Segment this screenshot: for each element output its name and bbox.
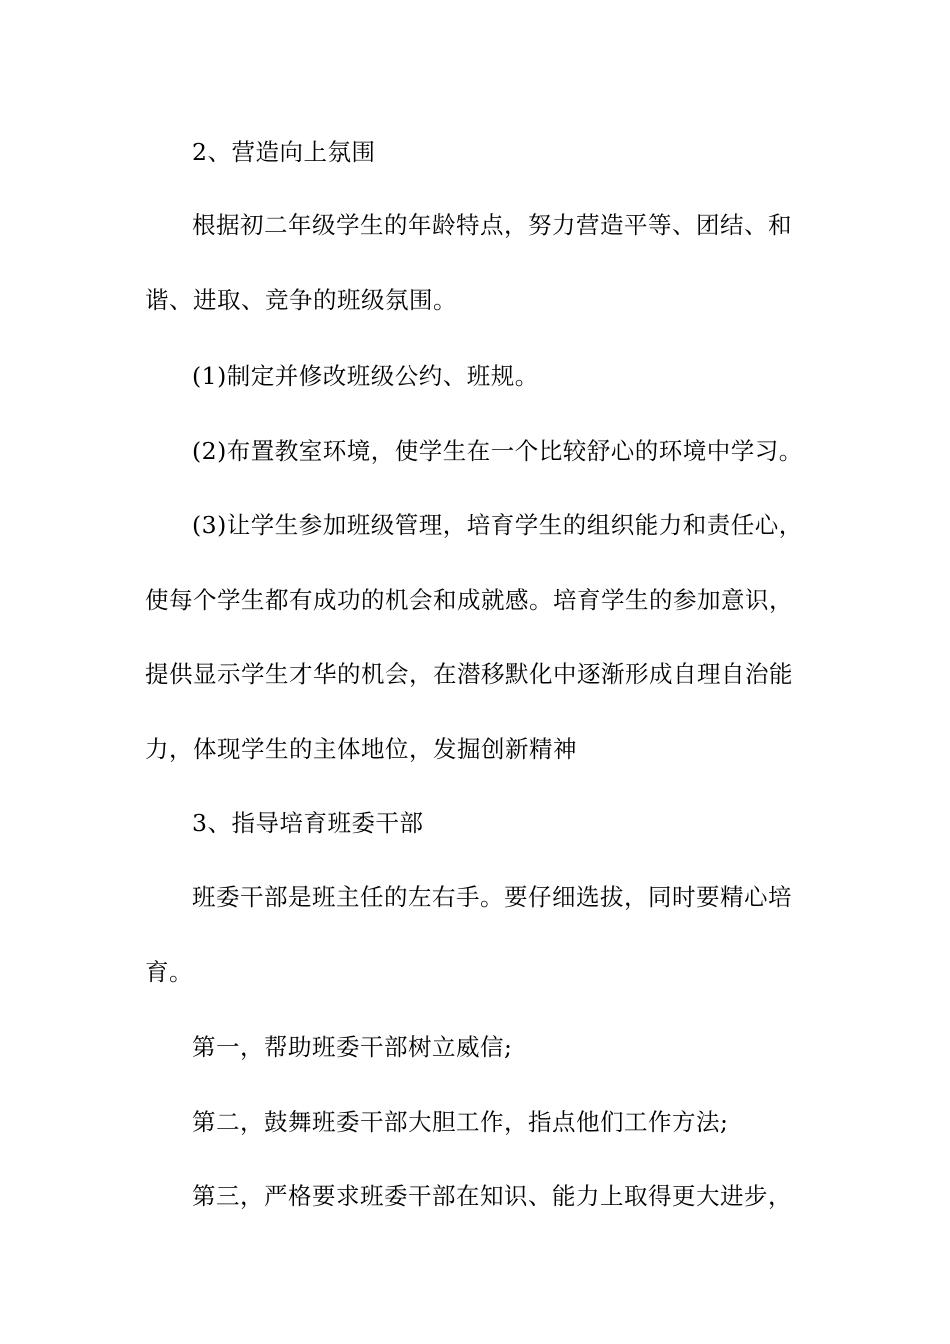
paragraph-line: 使每个学生都有成功的机会和成就感。培育学生的参加意识， — [145, 586, 793, 614]
paragraph-line: 提供显示学生才华的机会，在潜移默化中逐渐形成自理自治能 — [145, 660, 793, 688]
paragraph-line: 谐、进取、竞争的班级氛围。 — [145, 286, 457, 314]
list-item: (3)让学生参加班级管理，培育学生的组织能力和责任心， — [192, 511, 803, 539]
section-heading: 3、指导培育班委干部 — [192, 809, 424, 837]
list-item: 第三，严格要求班委干部在知识、能力上取得更大进步， — [192, 1182, 792, 1210]
list-item: (1)制定并修改班级公约、班规。 — [192, 362, 539, 390]
section-heading: 2、营造向上氛围 — [192, 138, 376, 166]
list-item: 第二，鼓舞班委干部大胆工作，指点他们工作方法; — [192, 1108, 729, 1136]
paragraph-line: 根据初二年级学生的年龄特点，努力营造平等、团结、和 — [192, 211, 792, 239]
paragraph-line: 力，体现学生的主体地位，发掘创新精神 — [145, 735, 577, 763]
paragraph-line: 班委干部是班主任的左右手。要仔细选拔，同时要精心培 — [192, 883, 792, 911]
list-item: 第一，帮助班委干部树立威信; — [192, 1033, 513, 1061]
paragraph-line: 育。 — [145, 958, 193, 986]
list-item: (2)布置教室环境，使学生在一个比较舒心的环境中学习。 — [192, 437, 803, 465]
